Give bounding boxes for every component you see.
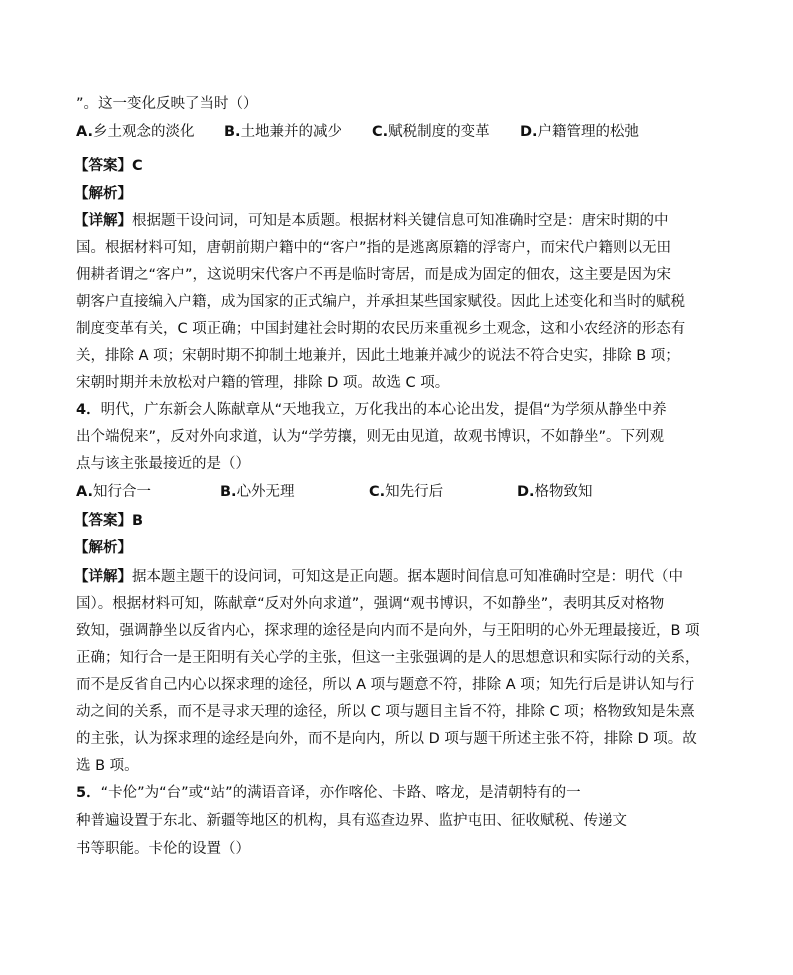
q3-detail-line-6: 关，排除 A 项；宋朝时期不抑制土地兼并，因此土地兼并减少的说法不符合史实，排除 B 项； <box>76 348 680 364</box>
q4-stem-line-2: 出个端倪来”，反对外向求道，认为“学劳攘，则无由见道，故观书博识，不如静坐”。下列观 <box>76 429 665 445</box>
q3-option-c: C.赋税制度的变革 <box>372 124 490 140</box>
q3-option-d: D.户籍管理的松弛 <box>520 124 640 140</box>
q4-detail-line-2: 国）。根据材料可知，陈献章“反对外向求道”，强调“观书博识，不如静坐”，表明其反对格物 <box>76 596 665 612</box>
q4-detail-line-1: 【详解】据本题主题干的设问词，可知这是正向题。据本题时间信息可知准确时空是：明代（中 <box>74 569 683 585</box>
q3-answer: 【答案】C <box>74 158 143 174</box>
q4-stem-line-1: 4．明代，广东新会人陈献章从“天地我立，万化我出的本心论出发，提倡“为学须从静坐中养 <box>76 402 667 418</box>
q3-option-b: B.土地兼并的减少 <box>224 124 343 140</box>
q4-option-b: B.心外无理 <box>220 484 295 500</box>
q4-stem-line-3: 点与该主张最接近的是（） <box>76 456 250 472</box>
q5-stem-line-2: 种普遍设置于东北、新疆等地区的机构，具有巡查边界、监护屯田、征收赋税、传递文 <box>76 813 627 829</box>
q4-option-c: C.知先行后 <box>369 484 444 500</box>
q3-detail-line-7: 宋朝时期并未放松对户籍的管理，排除 D 项。故选 C 项。 <box>76 375 450 391</box>
q3-stem-tail: ”。这一变化反映了当时（） <box>76 96 258 112</box>
q4-detail-line-8: 选 B 项。 <box>76 758 139 774</box>
q4-detail-line-6: 动之间的关系，而不是寻求天理的途径，所以 C 项与题目主旨不符，排除 C 项；格物致知是朱熹 <box>76 704 695 720</box>
q3-option-a: A.乡土观念的淡化 <box>76 124 195 140</box>
q5-stem-line-1: 5．“卡伦”为“台”或“站”的满语音译，亦作喀伦、卡路、喀龙，是清朝特有的一 <box>76 785 581 801</box>
q4-answer: 【答案】B <box>74 513 144 529</box>
q3-detail-line-3: 佣耕者谓之“客户”，这说明宋代客户不再是临时寄居，而是成为固定的佃农，这主要是因为宋 <box>76 267 672 283</box>
q4-option-a: A.知行合一 <box>76 484 151 500</box>
q4-detail-line-7: 的主张，认为探求理的途经是向外，而不是向内，所以 D 项与题干所述主张不符，排除 D 项。故 <box>76 731 697 747</box>
q3-detail-line-5: 制度变革有关，C 项正确；中国封建社会时期的农民历来重视乡土观念，这和小农经济的形态有 <box>76 321 686 337</box>
q4-option-d: D.格物致知 <box>517 484 593 500</box>
q4-detail-line-5: 而不是反省自己内心以探求理的途径，所以 A 项与题意不符，排除 A 项；知先行后是讲认知与行 <box>76 677 695 693</box>
q3-detail-line-1: 【详解】根据题干设问词，可知是本质题。根据材料关键信息可知准确时空是：唐宋时期的中 <box>74 213 669 229</box>
q4-analysis-label: 【解析】 <box>74 540 132 556</box>
q4-detail-line-3: 致知，强调静坐以反省内心，探求理的途径是向内而不是向外，与王阳明的心外无理最接近，B 项 <box>76 623 700 639</box>
q5-stem-line-3: 书等职能。卡伦的设置（） <box>76 841 250 857</box>
q3-detail-line-2: 国。根据材料可知，唐朝前期户籍中的“客户”指的是逃离原籍的浮寄户，而宋代户籍则以无田 <box>76 240 672 256</box>
q3-analysis-label: 【解析】 <box>74 186 132 202</box>
q4-detail-line-4: 正确；知行合一是王阳明有关心学的主张，但这一主张强调的是人的思想意识和实际行动的关系， <box>76 650 700 666</box>
q3-detail-line-4: 朝客户直接编入户籍，成为国家的正式编户，并承担某些国家赋役。因此上述变化和当时的赋税 <box>76 294 685 310</box>
